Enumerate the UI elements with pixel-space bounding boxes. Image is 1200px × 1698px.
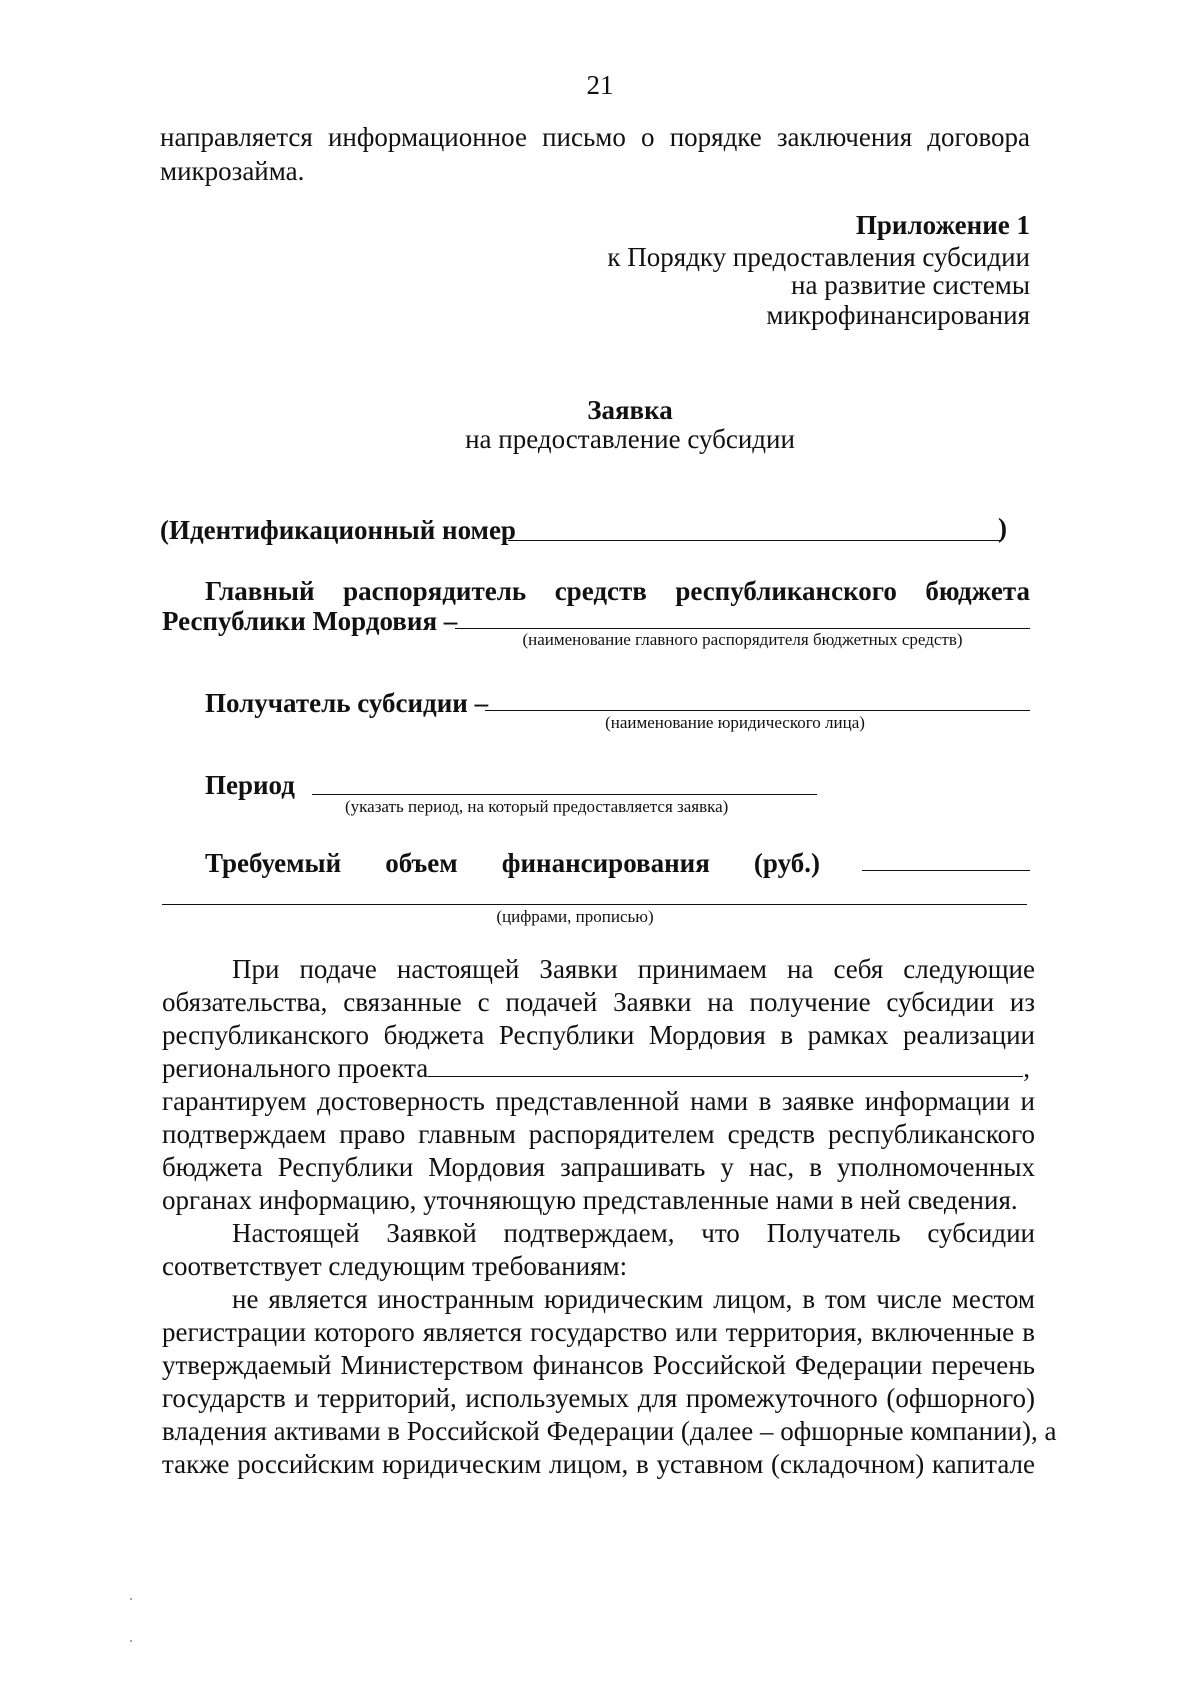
manager-word-3: средств bbox=[554, 576, 647, 606]
scan-speck bbox=[130, 1640, 132, 1642]
p1-line-2: обязательства, связанные с подачей Заявки на получение субсидии из bbox=[162, 987, 1035, 1017]
regional-project-comma: , bbox=[1023, 1053, 1030, 1083]
amount-word-4: (руб.) bbox=[753, 848, 820, 878]
manager-hint: (наименование главного распорядителя бюджетных средств) bbox=[522, 630, 963, 649]
manager-line-1 bbox=[205, 576, 1030, 606]
p1-line-7: бюджета Республики Мордовия запрашивать у нас, в уполномоченных bbox=[162, 1152, 1035, 1182]
manager-line-2: Республики Мордовия – bbox=[162, 606, 458, 636]
p1-line-8: органах информацию, уточняющую представленные нами в ней сведения. bbox=[162, 1185, 1018, 1215]
manager-word-1: Главный bbox=[205, 576, 315, 606]
id-number-label: (Идентификационный номер bbox=[160, 515, 516, 545]
p2-line-1: Настоящей Заявкой подтверждаем, что Получатель субсидии bbox=[232, 1218, 1035, 1248]
application-subtitle: на предоставление субсидии bbox=[465, 424, 795, 454]
paragraph-confirmation bbox=[162, 1217, 1035, 1283]
scan-speck bbox=[130, 1598, 132, 1600]
id-number-field[interactable] bbox=[508, 540, 1000, 541]
p3-line-4: государств и территорий, используемых для промежуточного (офшорного) bbox=[162, 1383, 1035, 1413]
recipient-label: Получатель субсидии – bbox=[205, 688, 489, 718]
amount-digits-field[interactable] bbox=[862, 870, 1030, 871]
p2-line-2: соответствует следующим требованиям: bbox=[162, 1251, 628, 1281]
intro-line-1: направляется информационное письмо о порядке заключения договора bbox=[160, 122, 1030, 152]
appendix-line-3: микрофинансирования bbox=[766, 300, 1030, 330]
p3-line-5: владения активами в Российской Федерации (далее – офшорные компании), а bbox=[162, 1416, 1057, 1446]
amount-words-field[interactable] bbox=[162, 904, 1027, 905]
page-number: 21 bbox=[586, 70, 614, 100]
amount-word-3: финансирования bbox=[501, 848, 710, 878]
recipient-hint: (наименование юридического лица) bbox=[605, 713, 865, 732]
period-field[interactable] bbox=[312, 794, 817, 795]
p1-line-3: республиканского бюджета Республики Мордовия в рамках реализации bbox=[162, 1020, 1035, 1050]
manager-word-2: распорядитель bbox=[343, 576, 527, 606]
period-label: Период bbox=[205, 770, 295, 800]
paragraph-requirements bbox=[162, 1283, 1057, 1481]
manager-word-5: бюджета bbox=[925, 576, 1030, 606]
manager-word-4: республиканского bbox=[675, 576, 897, 606]
p3-line-1: не является иностранным юридическим лицом, в том числе местом bbox=[232, 1284, 1035, 1314]
recipient-field[interactable] bbox=[485, 710, 1030, 711]
appendix-line-2: на развитие системы bbox=[791, 270, 1030, 300]
regional-project-field[interactable] bbox=[428, 1052, 1023, 1077]
regional-project-label: регионального проекта bbox=[162, 1053, 429, 1083]
manager-name-field[interactable] bbox=[455, 628, 1030, 629]
p3-line-2: регистрации которого является государство или территория, включенные в bbox=[162, 1317, 1035, 1347]
p3-line-3: утверждаемый Министерством финансов Российской Федерации перечень bbox=[162, 1350, 1035, 1380]
amount-label bbox=[205, 848, 820, 878]
amount-word-2: объем bbox=[385, 848, 458, 878]
p1-line-1: При подаче настоящей Заявки принимаем на себя следующие bbox=[232, 954, 1035, 984]
paragraph-obligations bbox=[162, 953, 1035, 1217]
period-hint: (указать период, на который предоставляется заявка) bbox=[345, 797, 729, 816]
amount-word-1: Требуемый bbox=[205, 848, 342, 878]
p1-line-6: подтверждаем право главным распорядителем средств республиканского bbox=[162, 1119, 1035, 1149]
appendix-line-1: к Порядку предоставления субсидии bbox=[607, 242, 1030, 272]
p1-line-5: гарантируем достоверность представленной нами в заявке информации и bbox=[162, 1086, 1035, 1116]
appendix-title: Приложение 1 bbox=[855, 210, 1030, 240]
p1-line-4 bbox=[162, 1052, 1035, 1085]
intro-line-2: микрозайма. bbox=[160, 156, 305, 186]
amount-hint: (цифрами, прописью) bbox=[496, 907, 654, 926]
application-title: Заявка bbox=[587, 395, 673, 425]
p3-line-6: также российским юридическим лицом, в уставном (складочном) капитале bbox=[162, 1449, 1035, 1479]
id-number-close: ) bbox=[998, 513, 1007, 543]
